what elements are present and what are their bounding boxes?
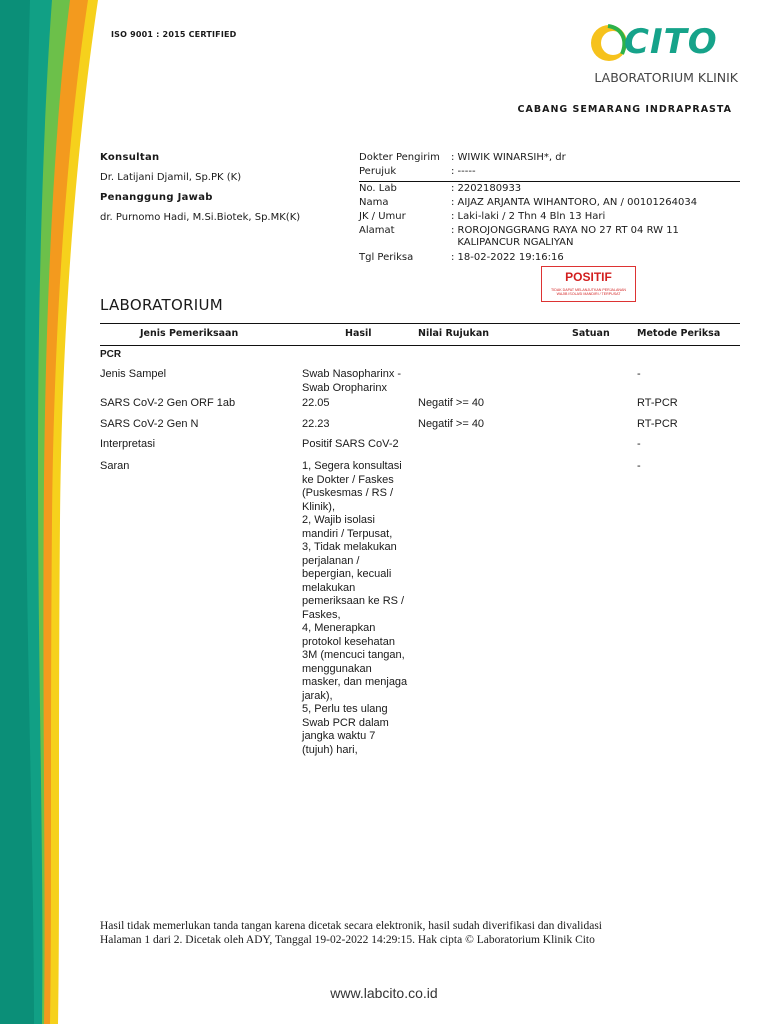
section-title: LABORATORIUM [100, 296, 224, 314]
footer-print-info: Halaman 1 dari 2. Dicetak oleh ADY, Tanggal 19-02-2022 14:29:15. Hak cipta © Laboratorium Klinik Cito [100, 934, 595, 946]
footer-disclaimer: Hasil tidak memerlukan tanda tangan karena dicetak secara elektronik, hasil sudah diverifikasi dan divalidasi [100, 920, 602, 932]
konsultan-name: Dr. Latijani Djamil, Sp.PK (K) [100, 172, 242, 183]
table-row-rujukan: Negatif >= 40 [418, 418, 485, 430]
table-top-rule [100, 323, 740, 324]
table-row-jenis: Jenis Sampel [100, 368, 167, 380]
header-satuan: Satuan [572, 328, 610, 339]
table-row-metode: - [637, 460, 641, 472]
cito-logo [588, 20, 748, 94]
patient-divider [359, 181, 740, 182]
patient-row: KALIPANCUR NGALIYAN [451, 237, 574, 248]
logo-subtitle: LABORATORIUM KLINIK [594, 70, 738, 85]
table-row-jenis: SARS CoV-2 Gen N [100, 418, 199, 430]
table-row-hasil: 22.23 [302, 418, 330, 430]
patient-row: Alamat : ROROJONGGRANG RAYA NO 27 RT 04 RW 11 [359, 225, 679, 236]
positive-stamp [541, 266, 636, 302]
website-link[interactable]: www.labcito.co.id [330, 985, 438, 1001]
table-row-jenis: Interpretasi [100, 438, 156, 450]
stamp-title: POSITIF [565, 270, 612, 284]
penanggung-jawab-name: dr. Purnomo Hadi, M.Si.Biotek, Sp.MK(K) [100, 212, 301, 223]
header-jenis: Jenis Pemeriksaan [140, 328, 239, 339]
logo-wordmark: CITO [624, 22, 718, 62]
table-header-rule [100, 345, 740, 346]
patient-row: Tgl Periksa : 18-02-2022 19:16:16 [359, 252, 564, 263]
branch-name: CABANG SEMARANG INDRAPRASTA [517, 104, 732, 115]
table-row-hasil: 1, Segera konsultasi ke Dokter / Faskes (Puskesmas / RS / Klinik), 2, Wajib isolasi mandiri / Terpusat, 3, Tidak melakukan perjalanan / bepergian, kecuali melakukan pemeriksaan ke RS / Faskes, 4, Menerapkan protokol kesehatan 3M (mencuci tangan, menggunakan masker, dan menjaga jarak), 5, Perlu tes ulang Swab PCR dalam jangka waktu 7 (tujuh) hari, [302, 460, 408, 756]
patient-row: No. Lab : 2202180933 [359, 183, 522, 194]
patient-row: Nama : AIJAZ ARJANTA WIHANTORO, AN / 00101264034 [359, 197, 698, 208]
patient-row: JK / Umur : Laki-laki / 2 Thn 4 Bln 13 Hari [359, 211, 606, 222]
group-label: PCR [100, 349, 122, 360]
penanggung-jawab-label: Penanggung Jawab [100, 192, 213, 203]
table-row-hasil: 22.05 [302, 397, 330, 409]
table-row-metode: RT-PCR [637, 418, 678, 430]
table-row-metode: RT-PCR [637, 397, 678, 409]
table-row-rujukan: Negatif >= 40 [418, 397, 485, 409]
table-row-jenis: SARS CoV-2 Gen ORF 1ab [100, 397, 236, 409]
table-row-jenis: Saran [100, 460, 130, 472]
table-row-hasil: Positif SARS CoV-2 [302, 438, 399, 450]
table-row-metode: - [637, 368, 641, 380]
patient-row: Dokter Pengirim : WIWIK WINARSIH*, dr [359, 152, 566, 163]
table-row-metode: - [637, 438, 641, 450]
stamp-subtitle: TIDAK DAPAT MELANJUTKAN PERJALANAN WAJIB ISOLASI MANDIRI / TERPUSAT [551, 288, 626, 296]
header-rujukan: Nilai Rujukan [418, 328, 490, 339]
iso-certification: ISO 9001 : 2015 CERTIFIED [111, 30, 237, 39]
decorative-side-band [0, 0, 110, 1024]
header-metode: Metode Periksa [637, 328, 721, 339]
patient-row: Perujuk : ----- [359, 166, 476, 177]
table-row-hasil: Swab Nasopharinx - Swab Oropharinx [302, 368, 402, 394]
header-hasil: Hasil [345, 328, 372, 339]
konsultan-label: Konsultan [100, 152, 160, 163]
